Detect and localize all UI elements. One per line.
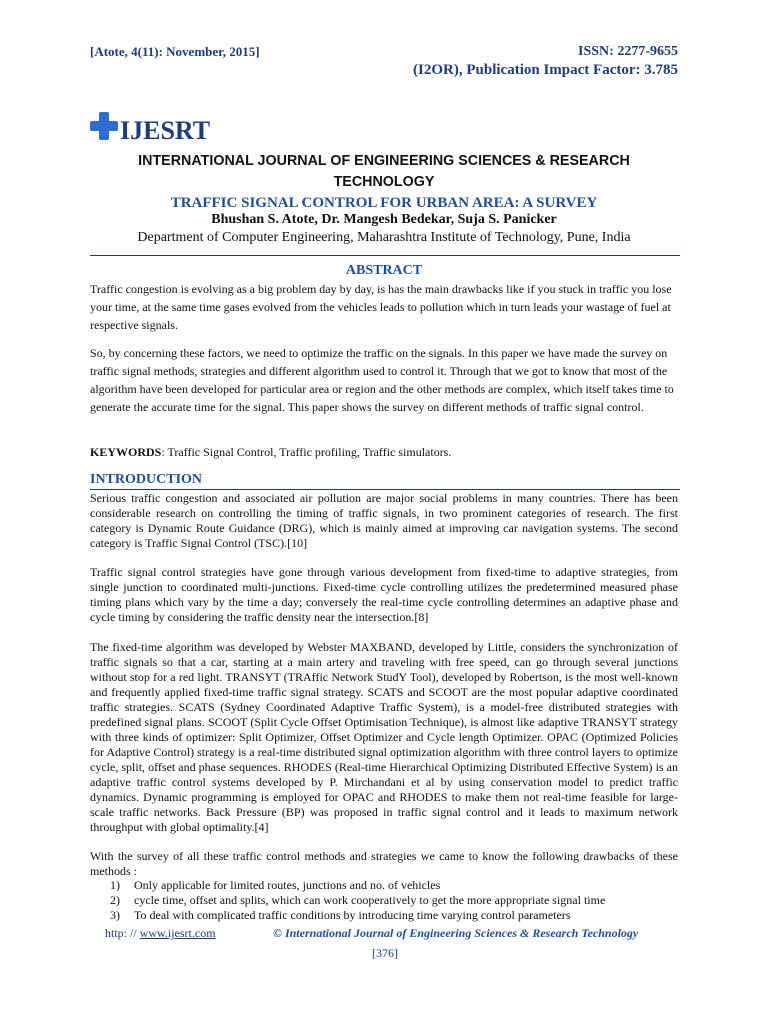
header-issn: ISSN: 2277-9655	[578, 44, 678, 59]
abstract-paragraph-2: So, by concerning these factors, we need to optimize the traffic on the signals. In this paper we have made the survey on traffic signal methods, strategies and different algorithm used to control it. Through that we got to know that most of the algorithm have been developed for particular area or region and the other methods are complex, which itself takes time to generate the accurate time for the signal. This paper shows the survey on different methods of traffic signal control.	[90, 346, 674, 414]
logo-text: IJESRT	[120, 116, 211, 145]
list-item-number: 1)	[110, 878, 120, 892]
list-item-number: 2)	[110, 893, 120, 907]
list-item-text: Only applicable for limited routes, junctions and no. of vehicles	[134, 878, 441, 892]
journal-name-line2: TECHNOLOGY	[333, 174, 435, 190]
list-item	[110, 878, 680, 893]
list-item	[110, 893, 680, 908]
paper-department: Department of Computer Engineering, Maharashtra Institute of Technology, Pune, India	[137, 230, 631, 245]
introduction-paragraph-2: Traffic signal control strategies have gone through various development from fixed-time to adaptive strategies, from single junction to coordinated multi-junctions. Fixed-time cycle controlling utilizes the predetermined measured phase timing plans which vary by the time a day; conversely the real-time cycle controlling determines an adaptive phase and cycle timing by considering the traffic density near the intersection.[8]	[90, 565, 678, 624]
list-item-text: cycle time, offset and splits, which can work cooperatively to get the more appropriate signal time	[134, 893, 606, 907]
keywords	[90, 443, 678, 461]
journal-name	[90, 151, 678, 193]
introduction-divider	[90, 489, 680, 490]
plus-icon	[90, 112, 118, 140]
section-divider	[90, 255, 680, 256]
footer-copyright: © International Journal of Engineering Sciences & Research Technology	[273, 926, 639, 940]
abstract-heading: ABSTRACT	[345, 263, 423, 278]
paper-title: TRAFFIC SIGNAL CONTROL FOR URBAN AREA: A SURVEY	[170, 195, 598, 211]
list-item	[110, 908, 680, 923]
keywords-text: : Traffic Signal Control, Traffic profiling, Traffic simulators.	[161, 445, 452, 459]
introduction-paragraph-1: Serious traffic congestion and associated air pollution are major social problems in many countries. There has been considerable research on controlling the timing of traffic signals, in two prominent categories of research. The first category is Dynamic Route Guidance (DRG), which is mainly aimed at improving car navigation systems. The second category is Traffic Signal Control (TSC).[10]	[90, 491, 678, 550]
footer-url	[105, 926, 216, 941]
introduction-paragraph-3: The fixed-time algorithm was developed by Webster MAXBAND, developed by Little, considers the synchronization of traffic signals so that a car, starting at a main artery and traveling with free speed, can go through several junctions without stop for a red light. TRANSYT (TRAffic Network StudY Tool), developed by Robertson, is the most well-known and frequently applied fixed-time traffic signal strategy. SCATS and SCOOT are the most popular adaptive coordinated traffic strategies. SCATS (Sydney Coordinated Adaptive Traffic System), is a model-free distributed strategies with predefined signal plans. SCOOT (Split Cycle Offset Optimisation Technique), is almost like adaptive TRANSYT strategy with three kinds of optimizer: Split Optimizer, Offset Optimizer and Cycle length Optimizer. OPAC (Optimized Policies for Adaptive Control) strategy is a real-time distributed signal optimization algorithm with three control layers to optimize cycle, split, offset and phase sequences. RHODES (Real-time Hierarchical Optimizing Distributed Effective System) is an adaptive traffic control systems developed by P. Mirchandani et al by using conservation model to predict traffic dynamics. Dynamic programming is employed for OPAC and RHODES to make them not real-time feasible for large-scale traffic networks. Back Pressure (BP) was proposed in traffic signal control and it leads to maximum network throughput with global optimality.[4]	[90, 640, 678, 834]
footer-url-link[interactable]: www.ijesrt.com	[139, 926, 216, 940]
introduction-heading: INTRODUCTION	[90, 472, 203, 487]
header-impact-factor: (I2OR), Publication Impact Factor: 3.785	[413, 62, 678, 78]
abstract-paragraph-1: Traffic congestion is evolving as a big problem day by day, is has the main drawbacks like if you stuck in traffic you lose your time, at the same time gases evolved from the vehicles leads to pollution which in turn leads your wastage of fuel at respective signals.	[90, 282, 672, 332]
journal-name-line1: INTERNATIONAL JOURNAL OF ENGINEERING SCIENCES & RESEARCH	[138, 153, 630, 169]
list-item-text: To deal with complicated traffic conditions by introducing time varying control parameters	[134, 908, 571, 922]
list-item-number: 3)	[110, 908, 120, 922]
paper-authors: Bhushan S. Atote, Dr. Mangesh Bedekar, Suja S. Panicker	[211, 212, 557, 227]
header-citation: [Atote, 4(11): November, 2015]	[90, 44, 260, 59]
page-number: [376]	[372, 946, 398, 960]
keywords-label: KEYWORDS	[90, 445, 162, 459]
introduction-paragraph-4: With the survey of all these traffic control methods and strategies we came to know the following drawbacks of these methods :	[90, 849, 678, 878]
footer-url-prefix: http: //	[105, 926, 140, 940]
drawbacks-list	[110, 878, 680, 923]
